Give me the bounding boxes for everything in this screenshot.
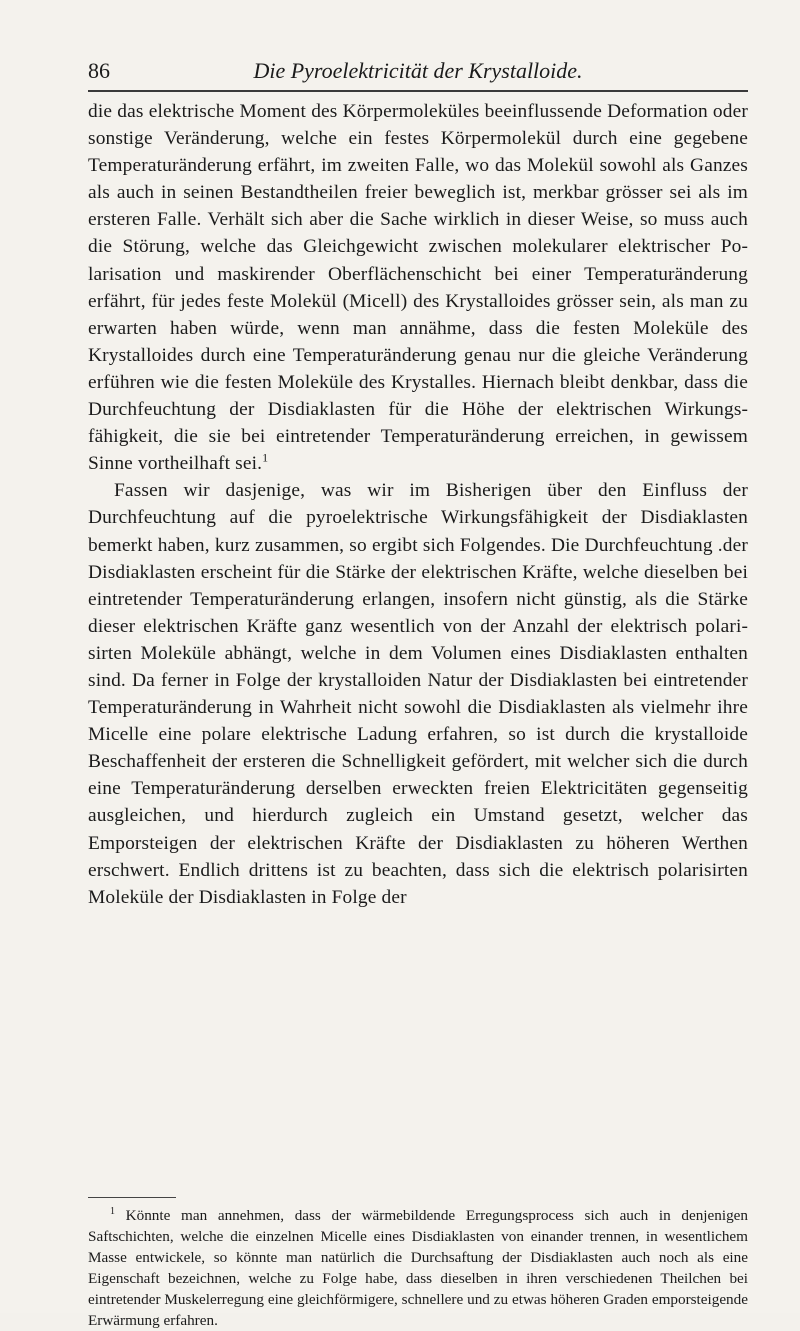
main-text xyxy=(88,98,748,911)
page-number: 86 xyxy=(88,58,110,83)
footnote-text: Könnte man annehmen, dass der wärmebildende Erregungsprocess sich auch in denjenigen Saftschichten, welche die einzelnen Micelle eines Disdiaklasten von einander trennen, in wesentlichem Masse entwickele, so könnte man natürlich die Durchsaftung der Disdiaklasten auch noch als eine Eigenschaft bezeichnen, welche zu Folge habe, dass dieselben in ihren verschiedenen Theilchen bei eintretender Muskelerregung eine gleichförmigere, schnellere und zu etwas höheren Graden emporsteigende Erwärmung erfahren. xyxy=(88,1207,748,1329)
paragraph: Fassen wir dasjenige, was wir im Bisherigen über den Einfluss der Durchfeuchtung auf die pyroelektrische Wirkungsfähigkeit der Disdiaklasten bemerkt haben, kurz zusammen, so ergibt sich Folgendes. Die Durchfeuchtung .der Disdiaklasten erscheint für die Stärke der elektrischen Kräfte, welche dieselben bei eintretender Temperaturänderung erlangen, insofern nicht günstig, als die Stärke dieser elektrischen Kräfte ganz wesentlich von der Anzahl der elektrisch polarisirten Moleküle abhängt, welche in dem Volumen eines Disdiaklasten enthalten sind. Da ferner in Folge der krystalloiden Natur der Disdiaklasten bei eintretender Temperaturänderung in Wahrheit nicht sowohl die Disdiaklasten als vielmehr ihre Micelle eine polare elektrische Ladung erfahren, so ist durch die krystalloide Beschaffenheit der ersteren die Schnelligkeit gefördert, mit welcher sich die durch eine Temperaturänderung derselben erweckten freien Elektricitäten gegenseitig ausgleichen, und hierdurch zugleich ein Umstand gesetzt, welcher das Emporsteigen der elektrischen Kräfte der Disdiaklasten zu höheren Werthen erschwert. Endlich drittens ist zu beachten, dass sich die elektrisch polarisirten Moleküle der Disdiaklasten in Folge der xyxy=(88,480,748,908)
footnote-paragraph xyxy=(88,1205,748,1331)
footnote-reference: 1 xyxy=(262,450,269,465)
footnote-mark: 1 xyxy=(110,1205,115,1217)
paragraph xyxy=(88,98,748,477)
page-header xyxy=(88,56,748,86)
running-title: Die Pyroelektricität der Krystalloide. xyxy=(253,58,583,83)
paragraph-text: die das elektrische Moment des Körpermoleküles beeinflussende Deformation oder sonstige Veränderung, welche ein festes Körpermolekül durch eine gegebene Temperaturänderung erfährt, im zweiten Falle, wo das Molekül sowohl als Ganzes als auch in seinen Bestandtheilen freier beweglich ist, merkbar grösser sei als im ersteren Falle. Verhält sich aber die Sache wirklich in dieser Weise, so muss auch die Störung, welche das Gleichgewicht zwischen molekularer elektrischer Polarisation und maskirender Oberflächenschicht bei einer Temperaturänderung erfährt, für jedes feste Molekül (Micell) des Krystalloides grösser sein, als man zu erwarten haben würde, wenn man annähme, dass die festen Moleküle des Krystalloides durch eine Temperaturänderung genau nur die gleiche Veränderung erführen wie die festen Moleküle des Krystalles. Hiernach bleibt denkbar, dass die Durchfeuchtung der Disdiaklasten für die Höhe der elektrischen Wirkungsfähigkeit, die sie bei eintretender Temperaturänderung erreichen, in gewissem Sinne vortheilhaft sei. xyxy=(88,101,748,475)
footnote xyxy=(88,1205,748,1331)
footnote-rule xyxy=(88,1197,176,1198)
header-rule xyxy=(88,90,748,92)
